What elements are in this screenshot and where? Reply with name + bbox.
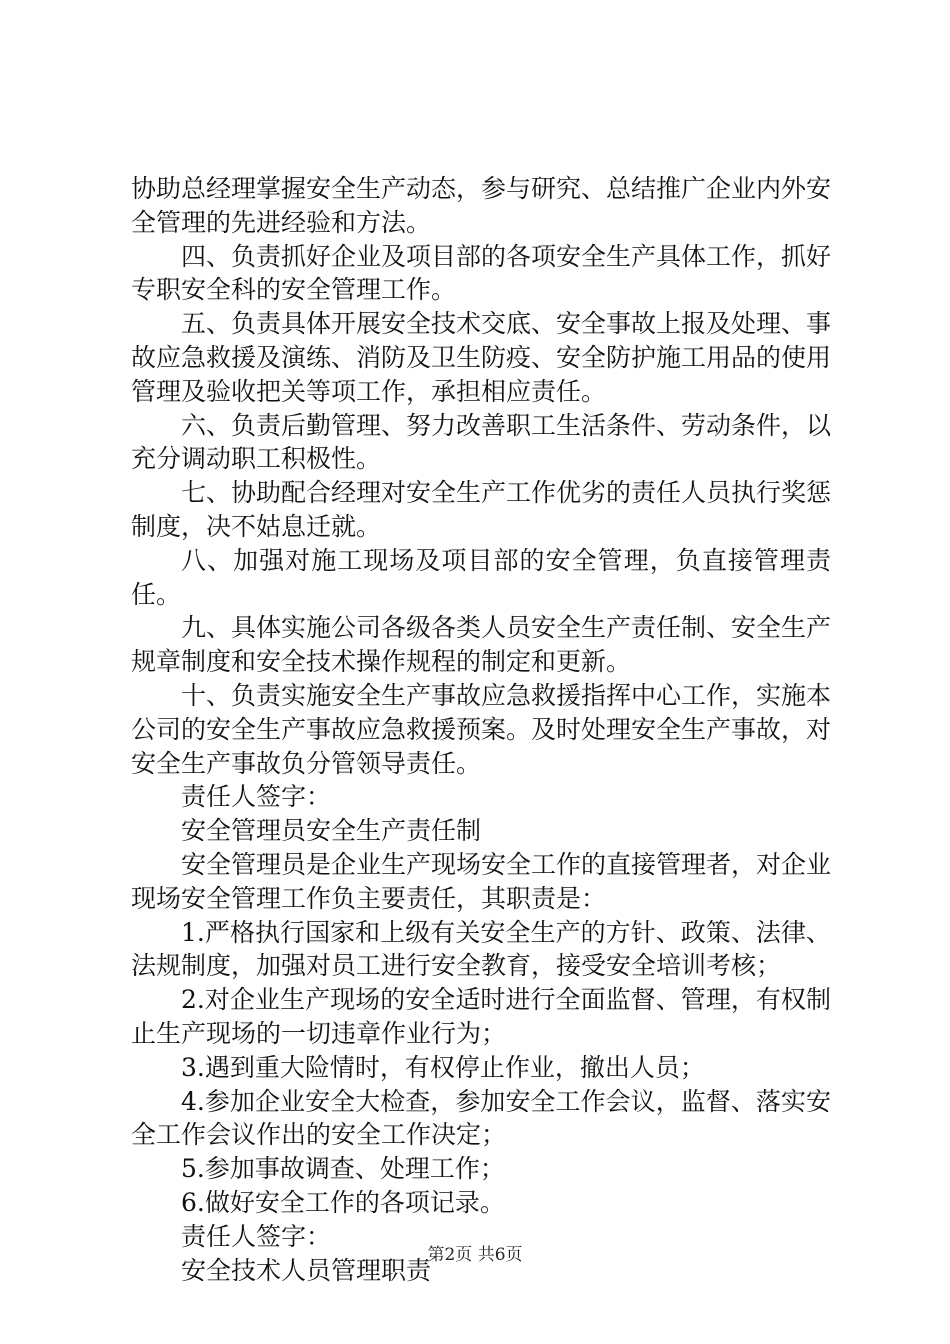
paragraph: 1.严格执行国家和上级有关安全生产的方针、政策、法律、法规制度，加强对员工进行安全教育，接受安全培训考核； [131,917,831,981]
paragraph: 五、负责具体开展安全技术交底、安全事故上报及处理、事故应急救援及演练、消防及卫生防疫、安全防护施工用品的使用管理及验收把关等项工作，承担相应责任。 [131,309,832,406]
paragraph: 安全管理员安全生产责任制 [181,816,482,846]
paragraph: 四、负责抓好企业及项目部的各项安全生产具体工作，抓好专职安全科的安全管理工作。 [131,241,832,305]
paragraph: 十、负责实施安全生产事故应急救援指挥中心工作，实施本公司的安全生产事故应急救援预案。及时处理安全生产事故，对安全生产事故负分管领导责任。 [131,680,832,778]
paragraph: 3.遇到重大险情时，有权停止作业，撤出人员； [181,1052,705,1082]
paragraph: 2.对企业生产现场的安全适时进行全面监督、管理，有权制止生产现场的一切违章作业行为； [131,985,831,1048]
paragraph: 5.参加事故调查、处理工作； [181,1154,505,1184]
paragraph: 4.参加企业安全大检查，参加安全工作会议，监督、落实安全工作会议作出的安全工作决定； [131,1086,831,1150]
paragraph: 责任人签字： [181,1221,332,1251]
paragraph: 七、协助配合经理对安全生产工作优劣的责任人员执行奖惩制度，决不姑息迁就。 [131,478,832,541]
paragraph: 八、加强对施工现场及项目部的安全管理，负直接管理责任。 [131,545,831,609]
paragraph: 6.做好安全工作的各项记录。 [181,1187,505,1217]
document-body [131,172,831,1287]
paragraph: 安全管理员是企业生产现场安全工作的直接管理者，对企业现场安全管理工作负主要责任，其职责是： [131,849,832,913]
paragraph: 责任人签字： [181,782,332,812]
paragraph: 安全技术人员管理职责 [181,1255,432,1285]
paragraph: 九、具体实施公司各级各类人员安全生产责任制、安全生产规章制度和安全技术操作规程的制定和更新。 [131,613,832,677]
paragraph: 协助总经理掌握安全生产动态，参与研究、总结推广企业内外安全管理的先进经验和方法。 [131,174,832,237]
page-footer: 第2页 共6页 [427,1245,523,1265]
paragraph: 六、负责后勤管理、努力改善职工生活条件、劳动条件，以充分调动职工积极性。 [131,410,832,474]
